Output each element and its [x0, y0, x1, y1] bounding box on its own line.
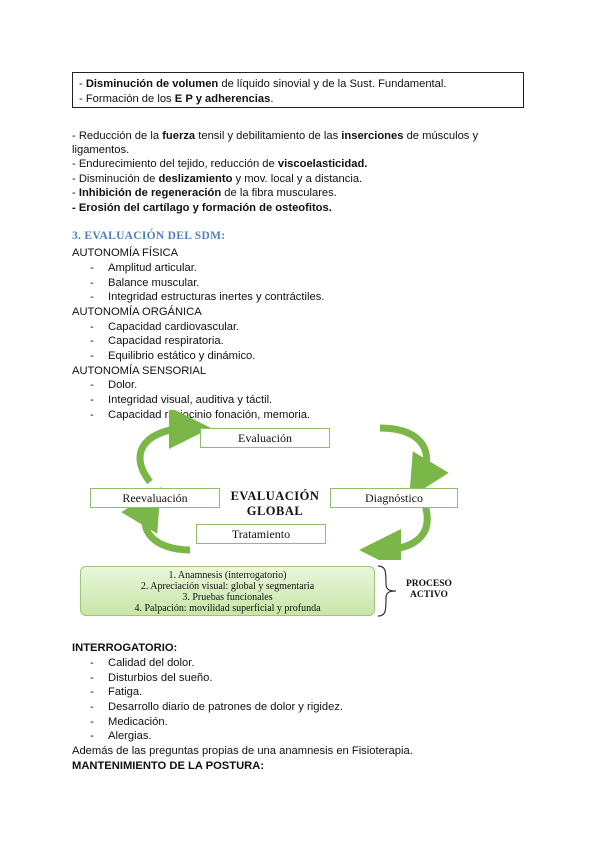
list-item — [90, 729, 152, 743]
list-item — [90, 671, 212, 685]
bold-text: viscoelasticidad. — [277, 158, 368, 170]
para-line-3 — [72, 157, 367, 171]
center-title — [220, 489, 330, 519]
evaluation-diagram — [80, 410, 500, 620]
list-item — [90, 276, 199, 290]
text: y mov. local y a distancia. — [232, 173, 363, 185]
item-text: Integridad estructuras inertes y contráctiles. — [108, 291, 325, 303]
arrow-top-left-icon — [140, 428, 190, 482]
arrow-top-right-icon — [380, 428, 427, 480]
dash: - — [90, 350, 94, 362]
item-text: Alergias. — [108, 730, 152, 742]
interrogatorio-note: Además de las preguntas propias de una anamnesis en Fisioterapia. — [72, 745, 413, 757]
item-text: Capacidad raciocinio fonación, memoria. — [108, 409, 311, 421]
arrow-bottom-left-icon — [145, 505, 190, 550]
text: - — [72, 187, 79, 199]
text: de músculos y — [403, 130, 479, 142]
diagnostico-box: Diagnóstico — [330, 488, 458, 508]
item-text: Medicación. — [108, 716, 168, 728]
dash: - — [90, 291, 94, 303]
para-line-6 — [72, 201, 332, 215]
item-text: Capacidad respiratoria. — [108, 335, 224, 347]
reevaluacion-box: Reevaluación — [90, 488, 220, 508]
bold-text: Disminución de volumen — [85, 78, 219, 90]
list-item — [90, 393, 272, 407]
list-item — [90, 685, 142, 699]
step-item: 3. Pruebas funcionales — [182, 592, 273, 603]
para-line-4 — [72, 172, 362, 186]
dash: - — [90, 409, 94, 421]
step-item: 1. Anamnesis (interrogatorio) — [168, 570, 287, 581]
dash: - — [90, 672, 94, 684]
item-text: Fatiga. — [108, 686, 143, 698]
box-line-1 — [79, 77, 517, 92]
category-title: AUTONOMÍA ORGÁNICA — [72, 306, 202, 318]
item-text: Capacidad cardiovascular. — [108, 321, 240, 333]
para-line-5 — [72, 186, 337, 200]
proceso-line: PROCESO — [406, 579, 452, 589]
proceso-activo-label — [406, 579, 452, 601]
item-text: Integridad visual, auditiva y táctil. — [108, 394, 273, 406]
text: tensil y debilitamiento de las — [195, 130, 342, 142]
para-line-2: ligamentos. — [72, 144, 130, 156]
steps-box — [80, 566, 375, 616]
bold-text: - Erosión del cartílago y formación de osteofitos. — [72, 202, 332, 214]
dash: - — [79, 78, 86, 90]
list-item — [90, 715, 168, 729]
box-line-2 — [79, 92, 517, 107]
list-item — [90, 261, 197, 275]
item-text: Dolor. — [108, 379, 138, 391]
text: - Reducción de la — [72, 130, 163, 142]
proceso-line: ACTIVO — [410, 590, 448, 600]
category-title: AUTONOMÍA FÍSICA — [72, 247, 179, 259]
dash: - — [90, 321, 94, 333]
list-item — [90, 378, 137, 392]
text: - Disminución de — [72, 173, 159, 185]
item-text: Desarrollo diario de patrones de dolor y rigidez. — [108, 701, 344, 713]
list-item — [90, 656, 194, 670]
bold-text: deslizamiento — [158, 173, 233, 185]
category-title: AUTONOMÍA SENSORIAL — [72, 365, 207, 377]
list-item — [90, 334, 224, 348]
section-title: 3. EVALUACIÓN DEL SDM: — [72, 230, 226, 242]
dash: - — [90, 335, 94, 347]
list-item — [90, 290, 324, 304]
brace-icon — [376, 564, 406, 618]
item-text: Calidad del dolor. — [108, 657, 195, 669]
dash: - — [90, 394, 94, 406]
dash: - — [90, 657, 94, 669]
step-item: 2. Apreciación visual: global y segmentaria — [140, 581, 315, 592]
text: de líquido sinovial y de la Sust. Fundamental. — [218, 78, 447, 90]
arrow-bottom-right-icon — [380, 505, 427, 550]
item-text: Amplitud articular. — [108, 262, 197, 274]
bold-text: fuerza — [162, 130, 196, 142]
list-item — [90, 700, 343, 714]
dash: - — [90, 379, 94, 391]
item-text: Equilibrio estático y dinámico. — [108, 350, 256, 362]
interrogatorio-title: INTERROGATORIO: — [72, 642, 178, 654]
list-item — [90, 349, 255, 363]
bold-text: inserciones — [341, 130, 404, 142]
dash: - — [90, 277, 94, 289]
center-title-line: EVALUACIÓN — [230, 489, 320, 503]
text: - Endurecimiento del tejido, reducción de — [72, 158, 278, 170]
dash: - — [90, 686, 94, 698]
tratamiento-box: Tratamiento — [196, 524, 326, 544]
center-title-line: GLOBAL — [246, 504, 304, 518]
dash: - — [90, 701, 94, 713]
list-item — [90, 320, 239, 334]
step-item: 4. Palpación: movilidad superficial y profunda — [134, 603, 321, 614]
dash: - — [90, 716, 94, 728]
dash: - — [90, 262, 94, 274]
next-section-title: MANTENIMIENTO DE LA POSTURA: — [72, 760, 265, 772]
para-line-1 — [72, 129, 478, 143]
dash: - — [90, 730, 94, 742]
item-text: Balance muscular. — [108, 277, 200, 289]
bold-text: E P y adherencias — [174, 93, 271, 105]
bold-text: Inhibición de regeneración — [78, 187, 222, 199]
summary-box — [72, 72, 524, 108]
evaluacion-box: Evaluación — [200, 428, 330, 448]
item-text: Disturbios del sueño. — [108, 672, 213, 684]
text: . — [270, 93, 274, 105]
text: - Formación de los — [79, 93, 175, 105]
text: de la fibra musculares. — [221, 187, 337, 199]
